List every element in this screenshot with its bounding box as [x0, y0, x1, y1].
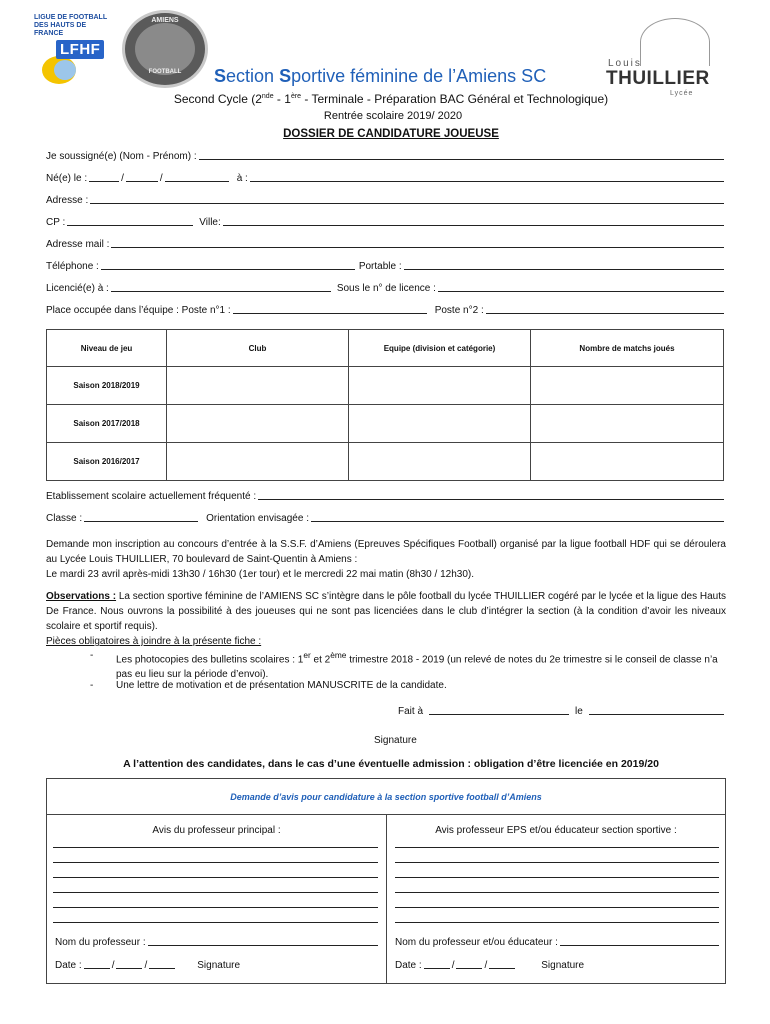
opinion-box	[46, 778, 726, 984]
educator-name-field[interactable]	[560, 937, 719, 946]
licence-number-label: Sous le n° de licence :	[336, 283, 436, 294]
school-year: Rentrée scolaire 2019/ 2020	[323, 110, 463, 122]
page-title	[214, 66, 546, 87]
table-row	[47, 443, 724, 481]
col-header-level: Niveau de jeu	[47, 330, 167, 367]
lycee-logo-sub: Lycée	[670, 90, 694, 97]
principal-opinion-column	[47, 815, 387, 983]
date-label: le	[575, 706, 583, 717]
col-header-matches: Nombre de matchs joués	[531, 330, 724, 367]
place-field[interactable]	[429, 706, 569, 715]
bullet-dash: -	[90, 680, 94, 691]
opinion-line[interactable]	[53, 892, 378, 893]
birth-day-field[interactable]	[89, 173, 119, 182]
orientation-label: Orientation envisagée :	[206, 513, 309, 524]
title-initial-1: S	[214, 66, 227, 86]
birthplace-field[interactable]	[250, 173, 724, 182]
phone-field[interactable]	[101, 261, 355, 270]
team-cell[interactable]	[349, 405, 531, 443]
licence-notice: A l’attention des candidates, dans le cas d’une éventuelle admission : obligation d’être licenciée en 2019/20	[123, 758, 659, 770]
ball-highlight-icon	[54, 60, 76, 80]
place-date-row	[398, 706, 724, 717]
subtitle-sup1: nde	[261, 93, 274, 100]
school-field[interactable]	[258, 491, 724, 500]
amiens-sc-logo	[122, 10, 208, 88]
email-label: Adresse mail :	[46, 239, 110, 250]
club-logo-top: AMIENS	[151, 17, 179, 24]
lycee-logo	[600, 18, 730, 97]
opinion-line[interactable]	[395, 907, 719, 908]
ligue-abbr: LFHF	[56, 40, 104, 59]
list-item	[0, 678, 770, 694]
col-header-club: Club	[167, 330, 349, 367]
date-field[interactable]	[589, 706, 724, 715]
club-label: Licencié(e) à :	[46, 283, 109, 294]
email-row	[46, 239, 724, 250]
signature-label: Signature	[541, 960, 585, 971]
principal-opinion-title: Avis du professeur principal :	[152, 825, 281, 836]
club-cell[interactable]	[167, 405, 349, 443]
observations-label: Observations :	[46, 591, 117, 602]
club-crest-icon	[135, 23, 195, 75]
day-field[interactable]	[424, 960, 450, 969]
opinion-line[interactable]	[53, 877, 378, 878]
phone-label: Téléphone :	[46, 261, 99, 272]
month-field[interactable]	[456, 960, 482, 969]
lycee-arc-icon	[640, 18, 710, 66]
licence-row	[46, 283, 724, 294]
class-label: Classe :	[46, 513, 83, 524]
motivation-letter-text: Une lettre de motivation et de présentation MANUSCRITE de la candidate.	[116, 680, 447, 691]
date-separator: /	[451, 960, 455, 971]
title-part-1: ection	[226, 66, 280, 86]
birth-month-field[interactable]	[126, 173, 158, 182]
form-heading: DOSSIER DE CANDIDATURE JOUEUSE	[283, 128, 499, 140]
position1-label: Place occupée dans l’équipe : Poste n°1 :	[46, 305, 231, 316]
address-label: Adresse :	[46, 195, 89, 206]
subtitle-c: - Terminale - Préparation BAC Général et Technologique)	[301, 92, 609, 106]
opinion-line[interactable]	[395, 847, 719, 848]
opinion-line[interactable]	[395, 892, 719, 893]
cp-field[interactable]	[67, 217, 193, 226]
eps-opinion-title: Avis professeur EPS et/ou éducateur section sportive :	[435, 825, 677, 836]
club-field[interactable]	[111, 283, 331, 292]
row-label: Saison 2017/2018	[47, 405, 167, 443]
place-label: Fait à	[398, 706, 424, 717]
opinion-line[interactable]	[395, 862, 719, 863]
signature-label: Signature	[197, 960, 241, 971]
position2-label: Poste n°2 :	[434, 305, 484, 316]
opinion-box-title: Demande d’avis pour candidature à la section sportive football d’Amiens	[47, 779, 725, 815]
matches-cell[interactable]	[531, 367, 724, 405]
opinion-line[interactable]	[395, 877, 719, 878]
date-separator: /	[121, 173, 124, 184]
date-separator: /	[484, 960, 488, 971]
col-header-team: Equipe (division et catégorie)	[349, 330, 531, 367]
request-text: Demande mon inscription au concours d’entrée à la S.S.F. d’Amiens (Epreuves Spécifiques Football) organisé par la ligue football HDF qui se déroulera au Lycée Louis THUILLIER, 70 boulevard de Saint-Quentin à Amiens :	[46, 539, 726, 565]
address-row	[46, 195, 724, 206]
title-initial-2: S	[279, 66, 292, 86]
birthdate-label: Né(e) le :	[46, 173, 88, 184]
bulletin-sup2: ème	[330, 650, 347, 660]
date-label: Date :	[395, 960, 422, 971]
school-row	[46, 491, 724, 502]
email-field[interactable]	[111, 239, 724, 248]
teacher-name-field[interactable]	[148, 937, 378, 946]
school-label: Etablissement scolaire actuellement fréquenté :	[46, 491, 257, 502]
name-field[interactable]	[199, 151, 724, 160]
observations-text: La section sportive féminine de l’AMIENS SC s’intègre dans le pôle football du lycée THUILLIER cogéré par le lycée et la ligue des Hauts De France. Nous ouvrons la possibilité à des joueuses qui ne sont pas licenciées dans le club d’intégrer la section (à la condition d’avoir les niveaux scolaire et sportif requis).	[46, 591, 726, 632]
ligue-badge	[42, 38, 106, 84]
name-label: Je soussigné(e) (Nom - Prénom) :	[46, 151, 197, 162]
address-field[interactable]	[90, 195, 724, 204]
cp-row	[46, 217, 724, 228]
birth-row	[46, 173, 724, 184]
opinion-line[interactable]	[53, 862, 378, 863]
bulletin-c: trimestre 2018 - 2019 (un relevé de notes du 2e trimestre si le conseil de classe n’a pas eu lieu sur la période d’envoi).	[116, 654, 718, 681]
teacher-name-label: Nom du professeur :	[55, 937, 146, 948]
orientation-field[interactable]	[311, 513, 724, 522]
date-separator: /	[159, 173, 163, 184]
cp-label: CP :	[46, 217, 66, 228]
table-header-row	[47, 330, 724, 367]
ligue-logo-line1: LIGUE DE FOOTBALL	[34, 14, 108, 21]
city-field[interactable]	[223, 217, 724, 226]
opinion-line[interactable]	[53, 847, 378, 848]
table-row	[47, 367, 724, 405]
class-row	[46, 513, 724, 524]
matches-cell[interactable]	[531, 405, 724, 443]
observations-paragraph	[46, 589, 726, 649]
teacher-date-row	[55, 960, 240, 971]
educator-name-label: Nom du professeur et/ou éducateur :	[395, 937, 558, 948]
bullet-dash: -	[90, 650, 94, 661]
subtitle-sup2: ère	[290, 93, 302, 100]
name-row	[46, 151, 724, 162]
lycee-logo-name: THUILLIER	[606, 68, 710, 89]
class-field[interactable]	[84, 513, 198, 522]
club-cell[interactable]	[167, 367, 349, 405]
subtitle-b: - 1	[273, 92, 291, 106]
position-row	[46, 305, 724, 316]
educator-name-row	[395, 937, 719, 948]
list-item	[0, 648, 770, 680]
opinion-line[interactable]	[53, 907, 378, 908]
opinion-line[interactable]	[53, 922, 378, 923]
required-documents-label: Pièces obligatoires à joindre à la présente fiche :	[46, 636, 262, 647]
signature-label: Signature	[374, 735, 417, 746]
day-field[interactable]	[84, 960, 110, 969]
lycee-logo-first: Louis	[608, 58, 642, 69]
row-label: Saison 2016/2017	[47, 443, 167, 481]
table-row	[47, 405, 724, 443]
year-field[interactable]	[489, 960, 515, 969]
opinion-line[interactable]	[395, 922, 719, 923]
ligue-logo	[34, 14, 110, 88]
educator-date-row	[395, 960, 584, 971]
bulletin-b: et 2	[310, 654, 331, 666]
title-part-2: portive féminine de l’Amiens SC	[291, 66, 547, 86]
ligue-logo-line2: DES HAUTS DE FRANCE	[34, 22, 87, 37]
year-field[interactable]	[149, 960, 175, 969]
date-separator: /	[111, 960, 115, 971]
team-cell[interactable]	[349, 367, 531, 405]
request-dates: Le mardi 23 avril après-midi 13h30 / 16h30 (1er tour) et le mercredi 22 mai matin (8h30 / 12h30).	[46, 569, 474, 580]
bulletin-a: Les photocopies des bulletins scolaires : 1	[116, 654, 304, 666]
mobile-label: Portable :	[358, 261, 402, 272]
subtitle	[0, 92, 770, 106]
mobile-field[interactable]	[404, 261, 724, 270]
position2-field[interactable]	[486, 305, 724, 314]
month-field[interactable]	[116, 960, 142, 969]
phone-row	[46, 261, 724, 272]
date-separator: /	[144, 960, 148, 971]
eps-opinion-column	[387, 815, 725, 983]
birth-year-field[interactable]	[165, 173, 229, 182]
request-paragraph	[46, 537, 726, 582]
club-cell[interactable]	[167, 443, 349, 481]
matches-cell[interactable]	[531, 443, 724, 481]
licence-number-field[interactable]	[438, 283, 724, 292]
birthplace-label: à :	[236, 173, 248, 184]
city-label: Ville:	[199, 217, 221, 228]
row-label: Saison 2018/2019	[47, 367, 167, 405]
bulletin-sup1: er	[303, 650, 311, 660]
position1-field[interactable]	[233, 305, 427, 314]
team-cell[interactable]	[349, 443, 531, 481]
club-logo-bottom: FOOTBALL	[148, 69, 182, 75]
seasons-table	[46, 329, 724, 481]
subtitle-a: Second Cycle (2	[173, 92, 262, 106]
date-label: Date :	[55, 960, 82, 971]
teacher-name-row	[55, 937, 378, 948]
